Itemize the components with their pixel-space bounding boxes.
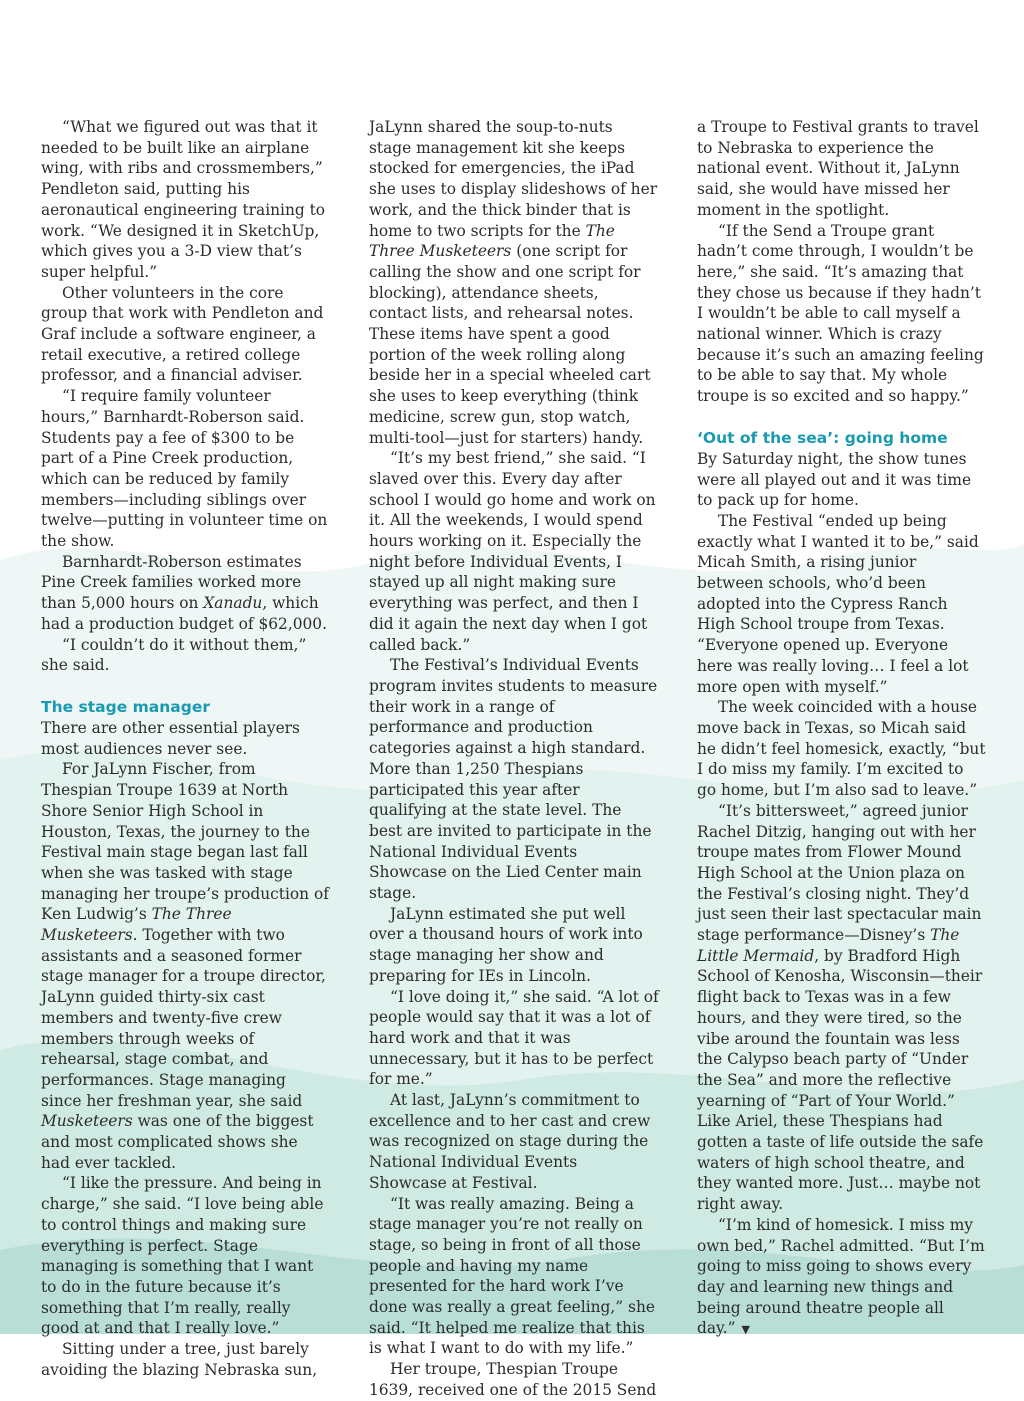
italic-title: The Little Mermaid xyxy=(697,926,960,965)
paragraph xyxy=(41,117,331,283)
text-run: The Festival “ended up being exactly what I wanted it to be,” said Micah Smith, a rising junior between schools, who’d been adopted into the Cypress Ranch High School troupe from Texas. “Everyone opened up. Everyone here was really loving… I feel a lot more open with myself.” xyxy=(697,511,979,696)
text-run: “I require family volunteer hours,” Barnhardt-Roberson said. Students pay a fee of $300 to be part of a Pine Creek production, which can be reduced by family members—including siblings over twelve—putting in volunteer time on the show. xyxy=(41,387,328,551)
section-heading: The stage manager xyxy=(41,697,210,716)
italic-title: The Three Musketeers xyxy=(41,905,232,945)
text-run: was one of the biggest and most complicated shows she had ever tackled. xyxy=(41,1112,314,1172)
paragraph xyxy=(369,904,659,987)
text-run: , which had a production budget of $62,000. xyxy=(41,594,327,633)
paragraph xyxy=(697,801,987,1215)
column-3 xyxy=(697,117,987,1341)
italic-title: The Three Musketeers xyxy=(369,221,615,261)
text-run: Her troupe, Thespian Troupe 1639, received one of the 2015 Send xyxy=(369,1360,657,1399)
paragraph xyxy=(697,117,987,221)
text-run: , by Bradford High School of Kenosha, Wisconsin—their flight back to Texas was in a few hours, and they were tired, so the vibe around the fountain was less the Calypso beach party of “Under the Sea” and more the reflective yearning of “Part of Your World.” Like Ariel, these Thespians had gotten a taste of life outside the safe waters of high school theatre, and they wanted more. Just… maybe not right away. xyxy=(697,946,984,1214)
text-run: At last, JaLynn’s commitment to excellence and to her cast and crew was recognized on stage during the National Individual Events Showcase at Festival. xyxy=(369,1091,651,1192)
text-run: “It was really amazing. Being a stage manager you’re not really on stage, so being in front of all those people and having my name presented for the hard work I’ve done was really a great feeling,” she said. “It helped me realize that this is what I want to do with my life.” xyxy=(369,1194,655,1358)
paragraph xyxy=(697,1215,987,1341)
paragraph xyxy=(369,987,659,1091)
column-1 xyxy=(41,117,331,1380)
paragraph xyxy=(369,1359,659,1400)
paragraph xyxy=(41,1339,331,1380)
paragraph xyxy=(369,1090,659,1194)
column-2 xyxy=(369,117,659,1401)
paragraph xyxy=(41,635,331,676)
text-run: “I couldn’t do it without them,” she said. xyxy=(41,635,307,675)
paragraph xyxy=(697,221,987,407)
text-run: Other volunteers in the core group that work with Pendleton and Graf include a software engineer, a retail executive, a retired college professor, and a financial adviser. xyxy=(41,283,324,385)
text-run: “If the Send a Troupe grant hadn’t come through, I wouldn’t be here,” she said. “It’s amazing that they chose us because if they hadn’t I wouldn’t be able to call myself a national winner. Which is crazy because it’s such an amazing feeling to be able to say that. My whole troupe is so excited and so happy.” xyxy=(697,221,984,406)
text-run: “I’m kind of homesick. I miss my own bed,” Rachel admitted. “But I’m going to miss going to shows every day and learning new things and being around theatre people all day.” xyxy=(697,1215,985,1338)
paragraph xyxy=(369,655,659,903)
paragraph xyxy=(41,718,331,759)
paragraph xyxy=(369,448,659,655)
text-run: The Festival’s Individual Events program invites students to measure their work in a range of performance and production categories against a high standard. More than 1,250 Thespians participated this year after qualifying at the state level. The best are invited to participate in the National Individual Events Showcase on the Lied Center main stage. xyxy=(369,656,658,903)
paragraph xyxy=(697,511,987,697)
paragraph xyxy=(41,1173,331,1339)
text-run: (one script for calling the show and one script for blocking), attendance sheets, contact lists, and rehearsal notes. These items have spent a good portion of the week rolling along beside her in a special wheeled cart she uses to keep everything (think medicine, screw gun, stop watch, multi-tool—just for starters) handy. xyxy=(369,242,651,447)
text-run: a Troupe to Festival grants to travel to Nebraska to experience the national event. Without it, JaLynn said, she would have missed her moment in the spotlight. xyxy=(697,118,979,219)
text-run: JaLynn estimated she put well over a thousand hours of work into stage managing her show and preparing for IEs in Lincoln. xyxy=(369,904,643,985)
paragraph xyxy=(697,449,987,511)
text-run: “It’s my best friend,” she said. “I slaved over this. Every day after school I would go home and work on it. All the weekends, I would spend hours working on it. Especially the night before Individual Events, I stayed up all night making sure everything was perfect, and then I did it again the next day when I got called back.” xyxy=(369,449,656,654)
paragraph xyxy=(41,759,331,1173)
italic-title: Xanadu xyxy=(203,594,263,613)
paragraph xyxy=(41,552,331,635)
paragraph xyxy=(369,117,659,448)
paragraph xyxy=(41,283,331,387)
text-run: By Saturday night, the show tunes were all played out and it was time to pack up for home. xyxy=(697,449,972,510)
paragraph xyxy=(697,697,987,801)
text-run: The week coincided with a house move back in Texas, so Micah said he didn’t feel homesick, exactly, “but I do miss my family. I’m excited to go home, but I’m also sad to leave.” xyxy=(697,698,986,800)
paragraph xyxy=(41,386,331,552)
text-run: Barnhardt-Roberson estimates Pine Creek families worked more than 5,000 hours on xyxy=(41,552,302,613)
paragraph xyxy=(369,1194,659,1360)
text-run: “It’s bittersweet,” agreed junior Rachel Ditzig, hanging out with her troupe mates from Flower Mound High School at the Union plaza on the Festival’s closing night. They’d just seen their last spectacular main stage performance—Disney’s xyxy=(697,801,982,945)
end-of-article-icon: ▼ xyxy=(741,1323,750,1337)
text-run: Sitting under a tree, just barely avoiding the blazing Nebraska sun, xyxy=(41,1340,318,1379)
text-run: There are other essential players most audiences never see. xyxy=(41,718,300,758)
section-heading: ‘Out of the sea’: going home xyxy=(697,428,948,447)
text-run: For JaLynn Fischer, from Thespian Troupe 1639 at North Shore Senior High School in Houston, Texas, the journey to the Festival main stage began last fall when she was tasked with stage managing her troupe’s production of Ken Ludwig’s xyxy=(41,760,329,924)
text-run: “I love doing it,” she said. “A lot of people would say that it was a lot of hard work and that it was unnecessary, but it has to be perfect for me.” xyxy=(369,987,659,1089)
text-run: “What we figured out was that it needed to be built like an airplane wing, with ribs and crossmembers,” Pendleton said, putting his aeronautical engineering training to work. “We designed it in SketchUp, which gives you a 3-D view that’s super helpful.” xyxy=(41,118,326,281)
text-run: . Together with two assistants and a seasoned former stage manager for a troupe director, JaLynn guided thirty-six cast members and twenty-five crew members through weeks of rehearsal, stage combat, and performances. Stage managing since her freshman year, she said xyxy=(41,926,326,1110)
text-run: JaLynn shared the soup-to-nuts stage management kit she keeps stocked for emergencies, the iPad she uses to display slideshows of her work, and the thick binder that is home to two scripts for the xyxy=(369,118,658,240)
italic-title: Musketeers xyxy=(41,1112,133,1131)
text-run: “I like the pressure. And being in charge,” she said. “I love being able to control things and making sure everything is perfect. Stage managing is something that I want to do in the future because it’s something that I’m really, really good at and that I really love.” xyxy=(41,1174,324,1338)
